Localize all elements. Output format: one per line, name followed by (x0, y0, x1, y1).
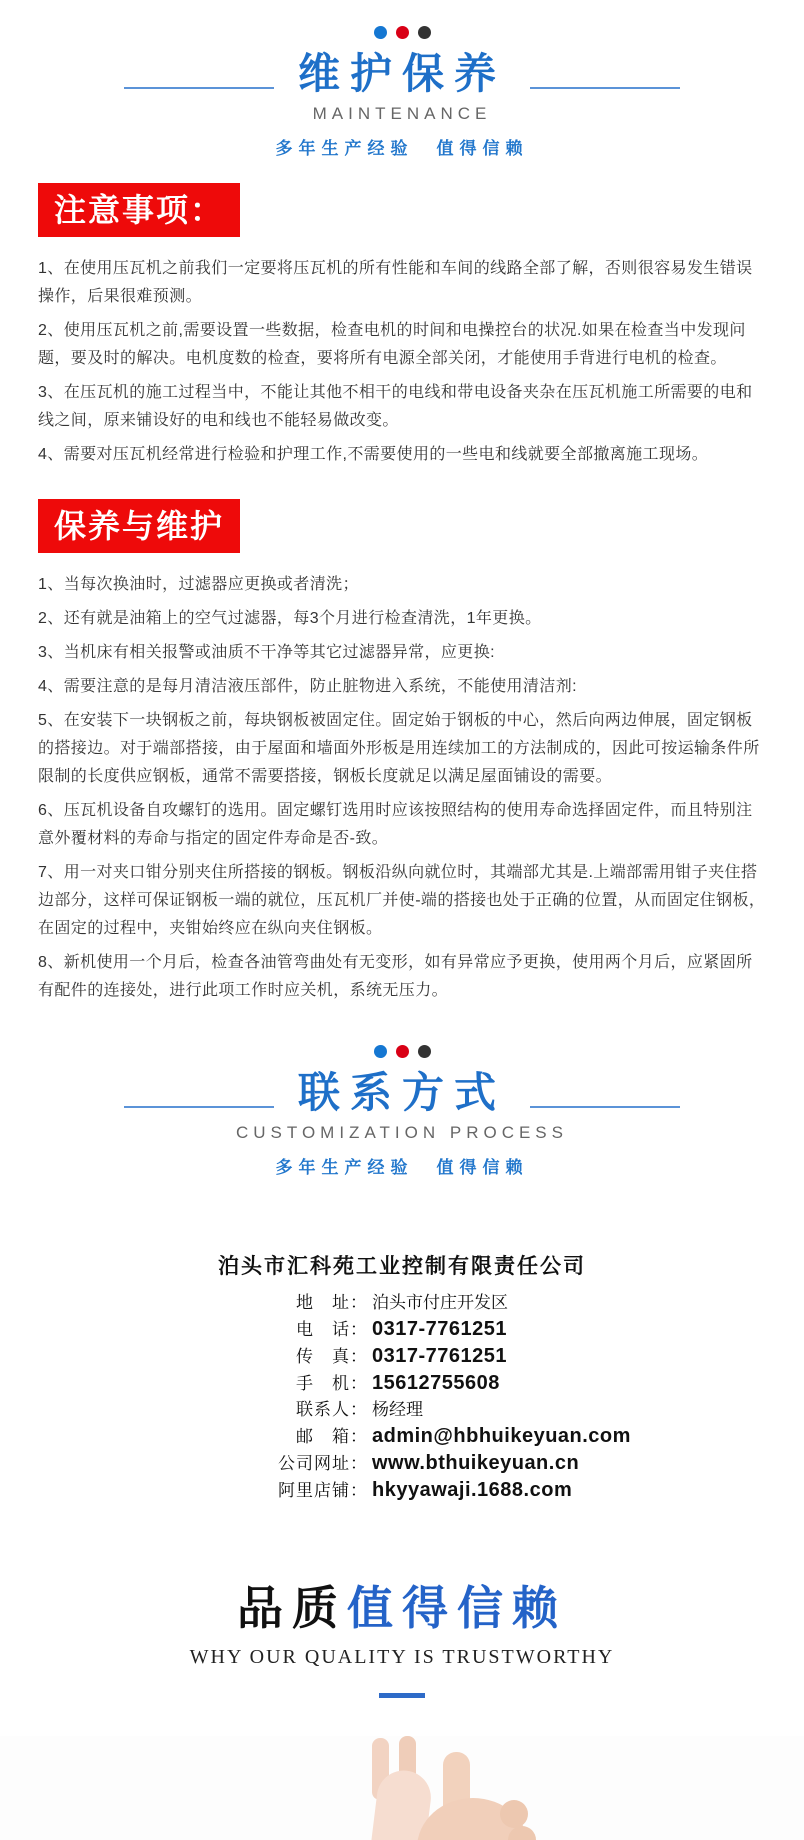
maintenance-title: 维护保养 (297, 50, 506, 97)
contact-tagline: 多年生产经验 值得信赖 (275, 1158, 529, 1177)
thumbs-up-photo (0, 1736, 804, 1840)
care-item: 3、当机床有相关报警或油质不干净等其它过滤器异常，应更换: (38, 644, 495, 661)
email-label: 邮 箱： (296, 1427, 368, 1446)
dot-dark-icon (418, 1045, 431, 1058)
notice-item: 4、需要对压瓦机经常进行检验和护理工作,不需要使用的一些电和线就要全部撤离施工现场。 (38, 446, 709, 463)
fax-value: 0317-7761251 (372, 1345, 508, 1367)
care-item: 5、在安装下一块钢板之前，每块钢板被固定住。固定始于钢板的中心，然后向两边伸展，固定钢板的搭接边。对于端部搭接，由于屋面和墙面外形板是用连续加工的方法制成的，因此可按运输条件所限制的长度供应钢板，通常不需要搭接，钢板长度就足以满足屋面铺设的需要。 (38, 712, 760, 785)
maintenance-subtitle: MAINTENANCE (312, 104, 492, 123)
dot-blue-icon (374, 1045, 387, 1058)
notice-item: 3、在压瓦机的施工过程当中，不能让其他不相干的电线和带电设备夹杂在压瓦机施工所需要的电和线之间，原来铺设好的电和线也不能轻易做改变。 (38, 384, 753, 429)
divider-line-left (124, 1106, 274, 1108)
contact-title-row (0, 1070, 804, 1116)
dot-blue-icon (374, 26, 387, 39)
divider-line-right (530, 1106, 680, 1108)
alishop-label: 阿里店铺： (278, 1481, 368, 1500)
notice-item: 2、使用压瓦机之前,需要设置一些数据，检查电机的时间和电操控台的状况.如果在检查当中发现问题，要及时的解决。电机度数的检查，要将所有电源全部关闭，才能使用手背进行电机的检查。 (38, 322, 746, 367)
maintenance-tagline: 多年生产经验 值得信赖 (275, 139, 529, 158)
divider-line-left (124, 87, 274, 89)
notice-items (0, 247, 804, 469)
maintenance-header (0, 0, 804, 159)
contact-row-phone (0, 1316, 804, 1343)
care-items (0, 563, 804, 1005)
contact-subtitle: CUSTOMIZATION PROCESS (235, 1123, 568, 1142)
dot-red-icon (396, 26, 409, 39)
divider-line-right (530, 87, 680, 89)
mobile-value: 15612755608 (372, 1372, 500, 1394)
phone-label: 电 话： (296, 1320, 368, 1339)
care-banner: 保养与维护 (38, 499, 240, 553)
contact-title: 联系方式 (297, 1069, 506, 1116)
contact-row-website (0, 1450, 804, 1477)
alishop-value: hkyyawaji.1688.com (372, 1479, 573, 1501)
quality-underline (379, 1693, 425, 1698)
care-item: 8、新机使用一个月后，检查各油管弯曲处有无变形，如有异常应予更换，使用两个月后，应紧固所有配件的连接处，进行此项工作时应关机，系统无压力。 (38, 954, 753, 999)
dot-red-icon (396, 1045, 409, 1058)
website-label: 公司网址： (278, 1454, 368, 1473)
quality-title-blue: 值得信赖 (347, 1582, 567, 1634)
care-item: 7、用一对夹口钳分别夹住所搭接的钢板。钢板沿纵向就位时，其端部尤其是.上端部需用钳子夹住搭边部分，这样可保证钢板一端的就位，压瓦机厂并使-端的搭接也处于正确的位置，从而固定住钢板，在固定的过程中，夹钳始终应在纵向夹住钢板。 (38, 864, 766, 937)
care-item: 2、还有就是油箱上的空气过滤器，每3个月进行检查清洗，1年更换。 (38, 610, 542, 627)
decorative-dots (0, 1045, 804, 1058)
contact-info (0, 1250, 804, 1504)
quality-subtitle: WHY OUR QUALITY IS TRUSTWORTHY (189, 1646, 615, 1668)
phone-value: 0317-7761251 (372, 1318, 508, 1340)
quality-title (0, 1582, 804, 1634)
email-value: admin@hbhuikeyuan.com (372, 1425, 631, 1447)
website-value: www.bthuikeyuan.cn (372, 1452, 580, 1474)
fax-label: 传 真： (296, 1347, 368, 1366)
care-item: 6、压瓦机设备自攻螺钉的选用。固定螺钉选用时应该按照结构的使用寿命选择固定件，而且特别注意外覆材料的寿命与指定的固定件寿命是否-致。 (38, 802, 753, 847)
quality-title-black: 品质 (237, 1582, 347, 1634)
thumbs-up-hands-illustration (0, 1736, 804, 1840)
quality-section (0, 1582, 804, 1698)
contact-person-value: 杨经理 (372, 1400, 423, 1419)
care-item: 1、当每次换油时，过滤器应更换或者清洗； (38, 576, 359, 593)
company-name: 泊头市汇科苑工业控制有限责任公司 (218, 1255, 586, 1278)
notice-item: 1、在使用压瓦机之前我们一定要将压瓦机的所有性能和车间的线路全部了解，否则很容易发生错误操作，后果很难预测。 (38, 260, 753, 305)
contact-row-address (0, 1290, 804, 1316)
care-section (0, 475, 804, 1005)
contact-row-person (0, 1397, 804, 1423)
contact-person-label: 联系人： (296, 1400, 368, 1419)
contact-row-mobile (0, 1370, 804, 1397)
dot-dark-icon (418, 26, 431, 39)
address-value: 泊头市付庄开发区 (372, 1293, 508, 1312)
mobile-label: 手 机： (296, 1374, 368, 1393)
notice-banner: 注意事项： (38, 183, 240, 237)
contact-row-fax (0, 1343, 804, 1370)
contact-row-alishop (0, 1477, 804, 1504)
decorative-dots (0, 26, 804, 39)
notice-section (0, 159, 804, 469)
maintenance-title-row (0, 51, 804, 97)
address-label: 地 址： (296, 1293, 368, 1312)
contact-header (0, 1011, 804, 1178)
contact-row-email (0, 1423, 804, 1450)
care-item: 4、需要注意的是每月清洁液压部件，防止脏物进入系统，不能使用清洁剂: (38, 678, 577, 695)
